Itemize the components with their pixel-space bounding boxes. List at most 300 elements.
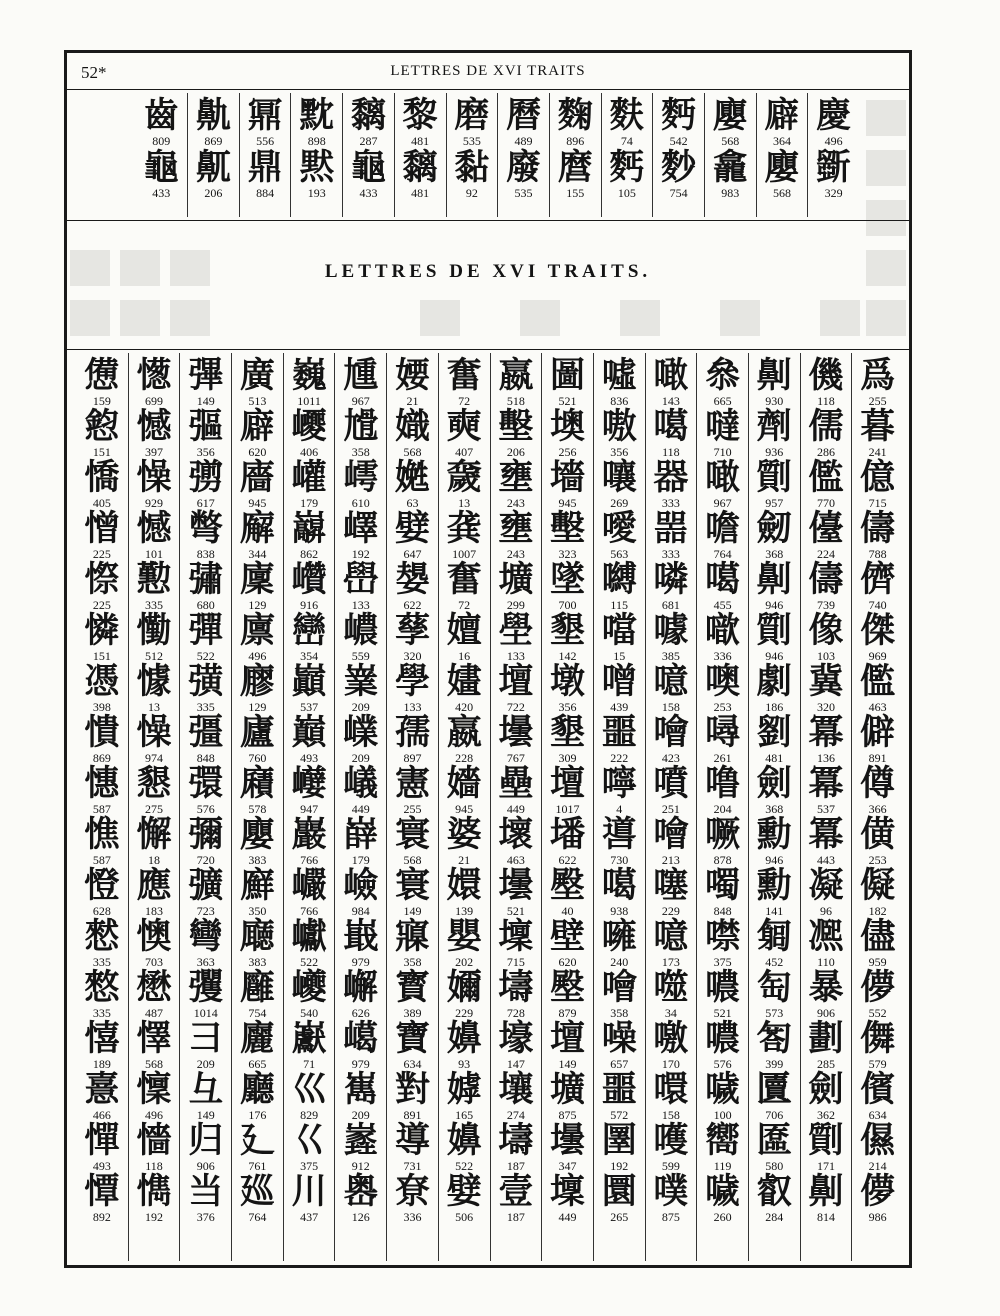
character-reference-number: 620 xyxy=(558,955,577,969)
character-reference-number: 362 xyxy=(816,1108,835,1122)
character-entry xyxy=(248,97,283,147)
character-glyph: 儐 xyxy=(860,1069,896,1110)
character-reference-number: 680 xyxy=(196,598,215,612)
character-reference-number: 764 xyxy=(713,547,732,561)
character-glyph: 匲 xyxy=(756,1120,792,1161)
character-reference-number: 187 xyxy=(506,1159,525,1173)
character-glyph: 巍 xyxy=(291,355,327,396)
character-entry xyxy=(292,1122,327,1172)
table-column xyxy=(549,93,601,217)
character-entry xyxy=(137,765,172,815)
character-entry xyxy=(602,510,637,560)
character-entry xyxy=(292,816,327,866)
character-reference-number: 622 xyxy=(403,598,422,612)
character-entry xyxy=(506,97,541,147)
character-glyph: 彏 xyxy=(188,967,224,1008)
character-glyph: 巘 xyxy=(291,916,327,957)
character-reference-number: 1007 xyxy=(452,547,477,561)
character-entry xyxy=(84,816,119,866)
character-reference-number: 397 xyxy=(145,445,164,459)
character-entry xyxy=(653,561,688,611)
character-glyph: 廣 xyxy=(239,355,275,396)
character-reference-number: 284 xyxy=(765,1210,784,1224)
character-reference-number: 809 xyxy=(152,134,171,148)
character-entry xyxy=(860,459,895,509)
character-entry xyxy=(705,918,740,968)
character-glyph: 壔 xyxy=(498,967,534,1008)
character-entry xyxy=(860,918,895,968)
character-glyph: 巎 xyxy=(291,406,327,447)
character-reference-number: 323 xyxy=(558,547,577,561)
character-glyph: 噬 xyxy=(653,967,689,1008)
character-reference-number: 912 xyxy=(351,1159,370,1173)
character-glyph: 慶 xyxy=(816,95,852,136)
character-reference-number: 731 xyxy=(403,1159,422,1173)
character-entry xyxy=(240,561,275,611)
character-entry xyxy=(498,663,533,713)
character-entry xyxy=(292,408,327,458)
character-reference-number: 580 xyxy=(765,1159,784,1173)
character-glyph: 僟 xyxy=(808,355,844,396)
character-reference-number: 576 xyxy=(196,802,215,816)
character-reference-number: 496 xyxy=(248,649,267,663)
character-reference-number: 149 xyxy=(196,394,215,408)
character-reference-number: 229 xyxy=(661,904,680,918)
character-reference-number: 407 xyxy=(455,445,474,459)
character-entry xyxy=(137,1071,172,1121)
character-entry xyxy=(550,816,585,866)
character-glyph: 億 xyxy=(860,457,896,498)
character-glyph: 川 xyxy=(291,1171,327,1212)
character-glyph: 彋 xyxy=(188,763,224,804)
character-reference-number: 634 xyxy=(403,1057,422,1071)
character-entry xyxy=(550,459,585,509)
character-reference-number: 891 xyxy=(403,1108,422,1122)
character-glyph: 劍 xyxy=(756,763,792,804)
character-glyph: 憽 xyxy=(136,355,172,396)
character-entry xyxy=(447,918,482,968)
character-glyph: 噷 xyxy=(705,610,741,651)
character-entry xyxy=(454,149,489,199)
character-entry xyxy=(602,1173,637,1223)
character-reference-number: 1014 xyxy=(193,1006,218,1020)
character-reference-number: 143 xyxy=(661,394,680,408)
character-entry xyxy=(343,357,378,407)
character-glyph: 廭 xyxy=(239,763,275,804)
character-entry xyxy=(188,816,223,866)
character-glyph: 嶯 xyxy=(343,916,379,957)
character-entry xyxy=(653,510,688,560)
character-glyph: 磨 xyxy=(454,95,490,136)
character-entry xyxy=(757,459,792,509)
character-glyph: 彇 xyxy=(188,559,224,600)
character-reference-number: 159 xyxy=(92,394,111,408)
character-reference-number: 916 xyxy=(300,598,319,612)
character-glyph: 壈 xyxy=(498,916,534,957)
character-entry xyxy=(808,714,843,764)
character-reference-number: 869 xyxy=(204,134,223,148)
character-entry xyxy=(240,459,275,509)
character-entry xyxy=(240,918,275,968)
character-reference-number: 930 xyxy=(765,394,784,408)
character-glyph: 嶬 xyxy=(343,763,379,804)
character-glyph: 應 xyxy=(136,865,172,906)
character-entry xyxy=(84,867,119,917)
character-entry xyxy=(498,765,533,815)
table-column xyxy=(438,353,490,1261)
character-entry xyxy=(757,816,792,866)
character-reference-number: 133 xyxy=(351,598,370,612)
character-reference-number: 947 xyxy=(300,802,319,816)
character-entry xyxy=(808,510,843,560)
character-glyph: 導 xyxy=(394,1120,430,1161)
character-entry xyxy=(808,612,843,662)
character-glyph: 壅 xyxy=(498,508,534,549)
character-entry xyxy=(188,408,223,458)
character-entry xyxy=(137,612,172,662)
character-reference-number: 879 xyxy=(558,1006,577,1020)
character-reference-number: 512 xyxy=(145,649,164,663)
character-reference-number: 368 xyxy=(765,802,784,816)
character-glyph: 儚 xyxy=(860,1171,896,1212)
character-glyph: 噒 xyxy=(653,559,689,600)
character-entry xyxy=(137,510,172,560)
character-glyph: 憖 xyxy=(84,916,120,957)
table-column xyxy=(76,353,128,1261)
character-glyph: 巙 xyxy=(291,967,327,1008)
character-entry xyxy=(343,561,378,611)
character-entry xyxy=(447,1173,482,1223)
character-entry xyxy=(757,969,792,1019)
character-reference-number: 984 xyxy=(351,904,370,918)
character-glyph: 噣 xyxy=(705,865,741,906)
character-entry xyxy=(602,714,637,764)
character-entry xyxy=(860,867,895,917)
character-reference-number: 204 xyxy=(713,802,732,816)
character-reference-number: 626 xyxy=(351,1006,370,1020)
character-glyph: 憑 xyxy=(84,661,120,702)
character-glyph: 龕 xyxy=(712,147,748,188)
character-entry xyxy=(343,663,378,713)
character-entry xyxy=(403,97,438,147)
character-entry xyxy=(653,969,688,1019)
character-reference-number: 542 xyxy=(669,134,688,148)
character-glyph: 寰 xyxy=(394,865,430,906)
character-entry xyxy=(705,714,740,764)
character-entry xyxy=(602,918,637,968)
table-column xyxy=(446,93,498,217)
character-reference-number: 133 xyxy=(403,700,422,714)
character-reference-number: 959 xyxy=(868,955,887,969)
character-reference-number: 906 xyxy=(196,1159,215,1173)
character-glyph: 劑 xyxy=(756,406,792,447)
character-reference-number: 275 xyxy=(145,802,164,816)
character-reference-number: 151 xyxy=(92,445,111,459)
character-glyph: 冪 xyxy=(808,712,844,753)
character-glyph: 奮 xyxy=(446,355,482,396)
character-entry xyxy=(705,357,740,407)
character-glyph: 廱 xyxy=(239,967,275,1008)
character-glyph: 嶪 xyxy=(343,661,379,702)
character-reference-number: 740 xyxy=(868,598,887,612)
character-entry xyxy=(84,1122,119,1172)
character-reference-number: 192 xyxy=(145,1210,164,1224)
character-reference-number: 938 xyxy=(610,904,629,918)
character-glyph: 尳 xyxy=(343,406,379,447)
character-reference-number: 136 xyxy=(816,751,835,765)
character-reference-number: 335 xyxy=(196,700,215,714)
character-glyph: 劕 xyxy=(756,610,792,651)
character-entry xyxy=(550,510,585,560)
character-glyph: 龜 xyxy=(143,147,179,188)
character-entry xyxy=(447,1122,482,1172)
character-glyph: 麴 xyxy=(557,95,593,136)
character-glyph: 儓 xyxy=(808,508,844,549)
character-reference-number: 723 xyxy=(196,904,215,918)
character-reference-number: 945 xyxy=(248,496,267,510)
character-reference-number: 764 xyxy=(248,1210,267,1224)
character-reference-number: 15 xyxy=(613,649,626,663)
character-glyph: 噌 xyxy=(601,661,637,702)
character-entry xyxy=(764,149,799,199)
character-reference-number: 335 xyxy=(145,598,164,612)
character-glyph: 冪 xyxy=(808,763,844,804)
character-reference-number: 118 xyxy=(662,445,680,459)
character-entry xyxy=(395,714,430,764)
character-reference-number: 449 xyxy=(351,802,370,816)
character-glyph: 嶱 xyxy=(343,1018,379,1059)
character-glyph: 墺 xyxy=(550,406,586,447)
character-reference-number: 129 xyxy=(248,700,267,714)
character-reference-number: 133 xyxy=(506,649,525,663)
character-glyph: 噗 xyxy=(653,1171,689,1212)
character-glyph: 嚄 xyxy=(653,1120,689,1161)
character-reference-number: 568 xyxy=(721,134,740,148)
character-glyph: 劒 xyxy=(756,508,792,549)
character-entry xyxy=(292,969,327,1019)
character-glyph: 彉 xyxy=(188,661,224,702)
character-reference-number: 700 xyxy=(558,598,577,612)
character-entry xyxy=(713,97,748,147)
character-entry xyxy=(395,1071,430,1121)
character-glyph: 彑 xyxy=(188,1069,224,1110)
character-glyph: 噻 xyxy=(653,865,689,906)
character-glyph: 噶 xyxy=(653,406,689,447)
character-entry xyxy=(137,357,172,407)
character-reference-number: 681 xyxy=(661,598,680,612)
character-glyph: 廢 xyxy=(506,147,542,188)
character-glyph: 廩 xyxy=(239,559,275,600)
character-reference-number: 255 xyxy=(403,802,422,816)
character-glyph: 嚀 xyxy=(601,763,637,804)
character-glyph: 墼 xyxy=(550,508,586,549)
character-reference-number: 72 xyxy=(458,394,471,408)
character-reference-number: 71 xyxy=(303,1057,316,1071)
character-reference-number: 385 xyxy=(661,649,680,663)
character-glyph: 壈 xyxy=(550,1171,586,1212)
character-glyph: 憚 xyxy=(84,1120,120,1161)
character-entry xyxy=(292,510,327,560)
character-glyph: 噉 xyxy=(653,355,689,396)
character-glyph: 劃 xyxy=(808,1018,844,1059)
character-entry xyxy=(292,357,327,407)
character-glyph: 墾 xyxy=(550,712,586,753)
character-glyph: 麪 xyxy=(661,95,697,136)
character-glyph: 尞 xyxy=(394,1171,430,1212)
character-entry xyxy=(860,663,895,713)
character-reference-number: 506 xyxy=(455,1210,474,1224)
character-reference-number: 158 xyxy=(661,700,680,714)
character-reference-number: 21 xyxy=(406,394,419,408)
character-glyph: 齒 xyxy=(143,95,179,136)
character-glyph: 麨 xyxy=(661,147,697,188)
character-glyph: 噤 xyxy=(705,916,741,957)
character-reference-number: 836 xyxy=(610,394,629,408)
character-entry xyxy=(808,459,843,509)
character-glyph: 墦 xyxy=(550,814,586,855)
character-reference-number: 93 xyxy=(458,1057,471,1071)
character-entry xyxy=(395,612,430,662)
character-entry xyxy=(84,510,119,560)
character-entry xyxy=(292,1173,327,1223)
character-glyph: 巒 xyxy=(291,610,327,651)
character-entry xyxy=(447,1020,482,1070)
character-glyph: 嬴 xyxy=(446,712,482,753)
character-entry xyxy=(188,459,223,509)
character-entry xyxy=(292,612,327,662)
character-entry xyxy=(860,612,895,662)
table-column xyxy=(342,93,394,217)
character-reference-number: 754 xyxy=(248,1006,267,1020)
character-entry xyxy=(137,969,172,1019)
character-entry xyxy=(498,459,533,509)
character-entry xyxy=(447,867,482,917)
character-entry xyxy=(395,510,430,560)
character-entry xyxy=(558,97,593,147)
character-entry xyxy=(808,1122,843,1172)
character-reference-number: 356 xyxy=(558,700,577,714)
character-entry xyxy=(137,408,172,458)
character-glyph: 彈 xyxy=(188,610,224,651)
character-glyph: 懇 xyxy=(136,763,172,804)
character-glyph: 巖 xyxy=(291,814,327,855)
character-reference-number: 770 xyxy=(816,496,835,510)
character-reference-number: 898 xyxy=(307,134,326,148)
character-reference-number: 869 xyxy=(92,751,111,765)
character-glyph: 壹 xyxy=(498,1171,534,1212)
character-entry xyxy=(240,765,275,815)
character-reference-number: 129 xyxy=(248,598,267,612)
character-glyph: 廫 xyxy=(239,661,275,702)
character-entry xyxy=(550,408,585,458)
character-glyph: 嬶 xyxy=(446,1018,482,1059)
character-reference-number: 261 xyxy=(713,751,732,765)
character-glyph: 廯 xyxy=(239,865,275,906)
character-entry xyxy=(299,149,334,199)
character-glyph: 憓 xyxy=(84,763,120,804)
table-column xyxy=(652,93,704,217)
character-entry xyxy=(550,918,585,968)
character-reference-number: 814 xyxy=(816,1210,835,1224)
character-reference-number: 253 xyxy=(713,700,732,714)
character-entry xyxy=(240,867,275,917)
character-entry xyxy=(84,408,119,458)
character-reference-number: 344 xyxy=(248,547,267,561)
character-reference-number: 730 xyxy=(610,853,629,867)
character-entry xyxy=(550,357,585,407)
character-entry xyxy=(705,459,740,509)
character-glyph: 廲 xyxy=(239,1018,275,1059)
character-reference-number: 100 xyxy=(713,1108,732,1122)
character-entry xyxy=(248,149,283,199)
character-glyph: 儔 xyxy=(808,559,844,600)
character-reference-number: 286 xyxy=(816,445,835,459)
character-reference-number: 101 xyxy=(145,547,164,561)
character-glyph: 孶 xyxy=(394,610,430,651)
character-glyph: 嚷 xyxy=(601,457,637,498)
table-column xyxy=(239,93,291,217)
character-entry xyxy=(447,459,482,509)
character-entry xyxy=(550,1173,585,1223)
character-reference-number: 358 xyxy=(403,955,422,969)
character-glyph: 爲 xyxy=(860,355,896,396)
character-entry xyxy=(808,408,843,458)
character-entry xyxy=(188,357,223,407)
character-glyph: 懆 xyxy=(136,457,172,498)
character-glyph: 廵 xyxy=(239,1171,275,1212)
table-column xyxy=(704,93,756,217)
character-glyph: 噶 xyxy=(601,865,637,906)
character-glyph: 嬭 xyxy=(446,967,482,1008)
character-glyph: 學 xyxy=(394,661,430,702)
character-reference-number: 715 xyxy=(506,955,525,969)
character-glyph: 劓 xyxy=(756,355,792,396)
character-entry xyxy=(808,1020,843,1070)
character-reference-number: 568 xyxy=(145,1057,164,1071)
character-glyph: 劕 xyxy=(756,457,792,498)
character-glyph: 彃 xyxy=(188,355,224,396)
character-reference-number: 335 xyxy=(92,955,111,969)
table-column xyxy=(231,353,283,1261)
character-reference-number: 335 xyxy=(92,1006,111,1020)
character-reference-number: 537 xyxy=(300,700,319,714)
character-glyph: 對 xyxy=(394,1069,430,1110)
character-entry xyxy=(808,816,843,866)
character-entry xyxy=(395,459,430,509)
character-reference-number: 967 xyxy=(713,496,732,510)
top-character-table xyxy=(135,93,859,217)
character-reference-number: 788 xyxy=(868,547,887,561)
character-glyph: 壕 xyxy=(498,1018,534,1059)
character-entry xyxy=(447,663,482,713)
character-entry xyxy=(84,663,119,713)
character-reference-number: 875 xyxy=(558,1108,577,1122)
character-glyph: 嬖 xyxy=(394,508,430,549)
character-glyph: 嬙 xyxy=(446,763,482,804)
character-reference-number: 657 xyxy=(610,1057,629,1071)
character-reference-number: 329 xyxy=(824,186,843,200)
section-rule-top xyxy=(67,220,909,221)
character-entry xyxy=(860,1173,895,1223)
character-reference-number: 628 xyxy=(92,904,111,918)
character-reference-number: 945 xyxy=(455,802,474,816)
table-column xyxy=(800,353,852,1261)
character-glyph: 憛 xyxy=(84,1171,120,1212)
character-glyph: 壇 xyxy=(498,661,534,702)
character-glyph: 壆 xyxy=(498,610,534,651)
character-reference-number: 4 xyxy=(616,802,623,816)
character-entry xyxy=(757,714,792,764)
